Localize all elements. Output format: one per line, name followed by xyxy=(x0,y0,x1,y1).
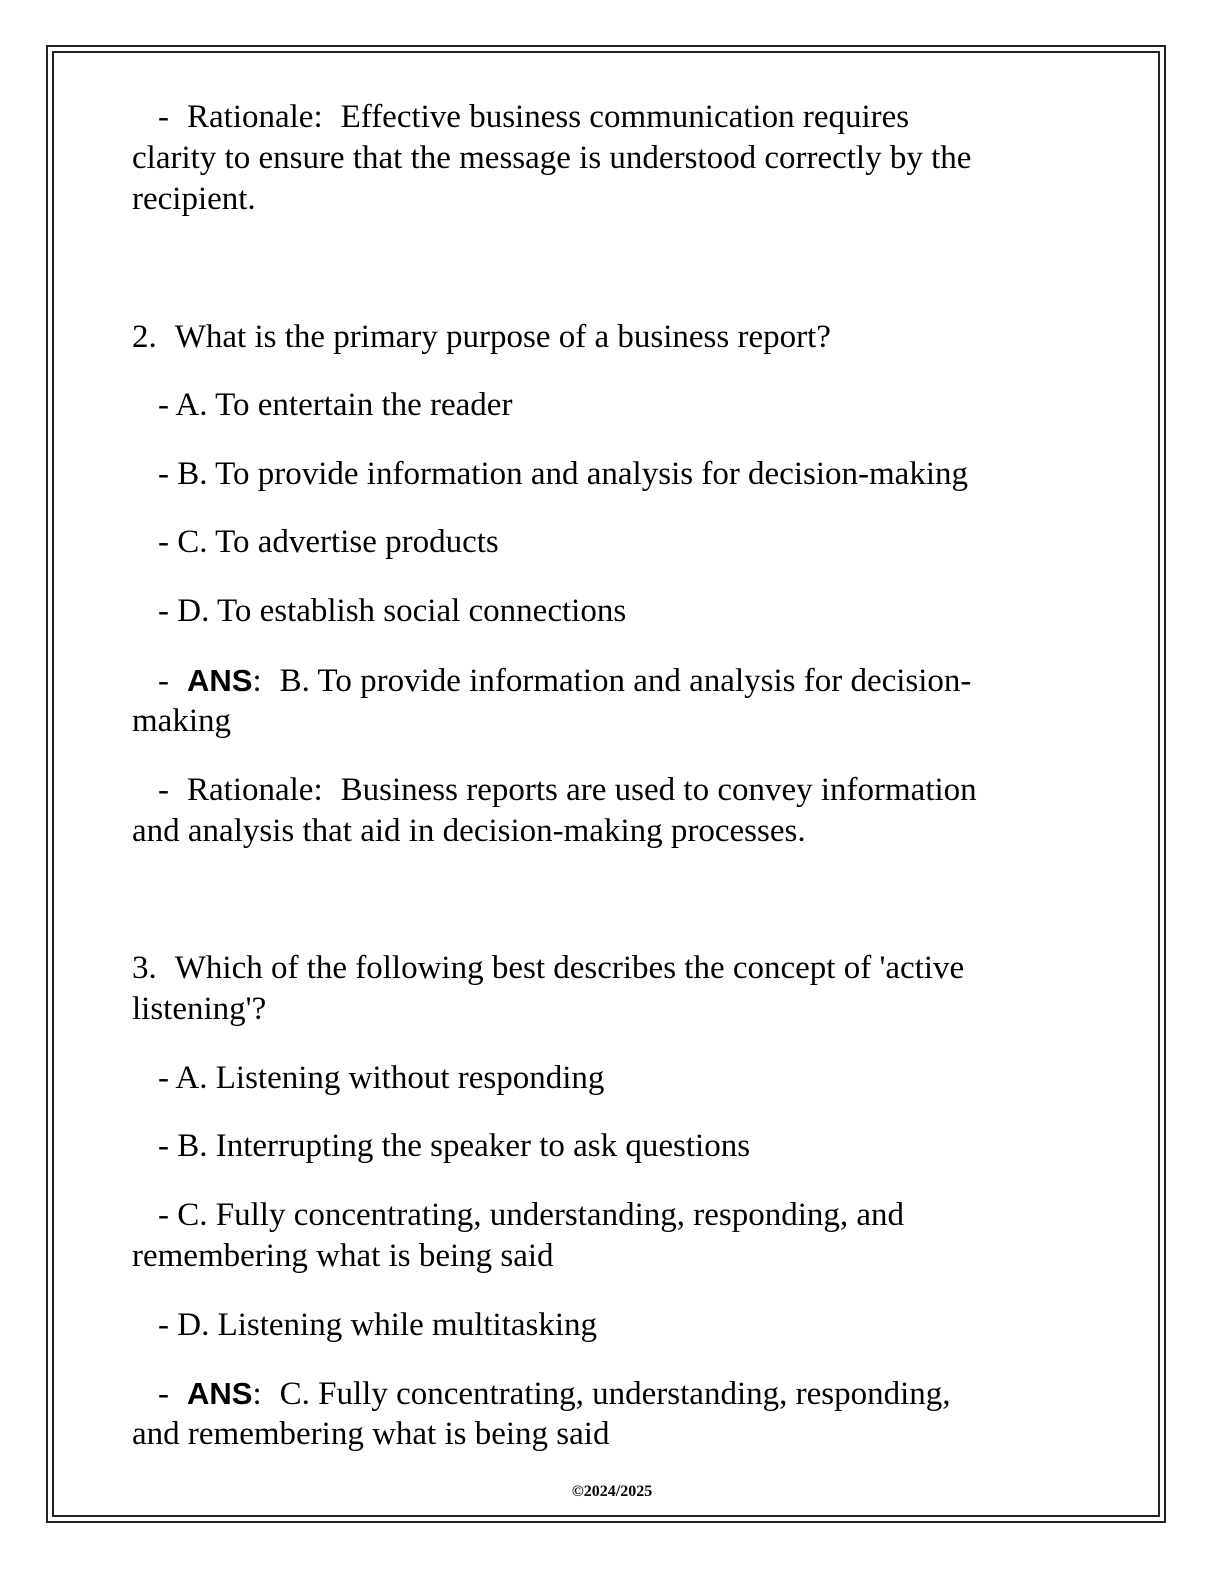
answer-text: C. Fully concentrating, understanding, responding, xyxy=(279,1376,951,1412)
rationale-text: Effective business communication requires xyxy=(340,99,910,135)
answer-colon: : xyxy=(252,663,262,699)
question-text: What is the primary purpose of a business report? xyxy=(174,319,831,355)
q3-option-c-line2: remembering what is being said xyxy=(132,1238,554,1274)
q1-rationale-line2: clarity to ensure that the message is understood correctly by the xyxy=(132,140,972,176)
answer-label: ANS xyxy=(187,1376,253,1411)
rationale-label: Rationale: xyxy=(187,772,323,808)
question-number: 2. xyxy=(132,319,157,355)
question-text: Which of the following best describes the concept of 'active xyxy=(174,950,965,986)
q2-answer-line2: making xyxy=(132,703,231,739)
answer-colon: : xyxy=(252,1376,262,1412)
q3-option-d: - D. Listening while multitasking xyxy=(158,1307,598,1343)
rationale-label: Rationale: xyxy=(187,99,323,135)
rationale-marker: - xyxy=(158,99,169,135)
q3-option-b: - B. Interrupting the speaker to ask questions xyxy=(158,1128,751,1164)
q2-question xyxy=(132,317,831,358)
q3-question-line1 xyxy=(132,948,964,989)
copyright-footer: ©2024/2025 xyxy=(571,1483,653,1500)
question-number: 3. xyxy=(132,950,157,986)
answer-marker: - xyxy=(158,663,169,699)
q3-answer-line2: and remembering what is being said xyxy=(132,1416,610,1452)
q2-option-b: - B. To provide information and analysis for decision-making xyxy=(158,456,968,492)
q2-option-c: - C. To advertise products xyxy=(158,524,499,560)
rationale-text: Business reports are used to convey information xyxy=(340,772,977,808)
answer-marker: - xyxy=(158,1376,169,1412)
q1-rationale-line1 xyxy=(132,97,909,138)
answer-text: B. To provide information and analysis for decision- xyxy=(279,663,972,699)
q3-option-c-line1: - C. Fully concentrating, understanding, responding, and xyxy=(158,1197,905,1233)
q3-question-line2: listening'? xyxy=(132,991,267,1027)
q3-option-a: - A. Listening without responding xyxy=(158,1060,605,1096)
q2-answer-line1 xyxy=(132,660,971,702)
q2-rationale-line2: and analysis that aid in decision-making processes. xyxy=(132,813,806,849)
q2-rationale-line1 xyxy=(132,770,977,811)
answer-label: ANS xyxy=(187,663,253,698)
q3-answer-line1 xyxy=(132,1373,951,1415)
rationale-marker: - xyxy=(158,772,169,808)
q2-option-a: - A. To entertain the reader xyxy=(158,387,513,423)
q2-option-d: - D. To establish social connections xyxy=(158,593,627,629)
q1-rationale-line3: recipient. xyxy=(132,181,256,217)
